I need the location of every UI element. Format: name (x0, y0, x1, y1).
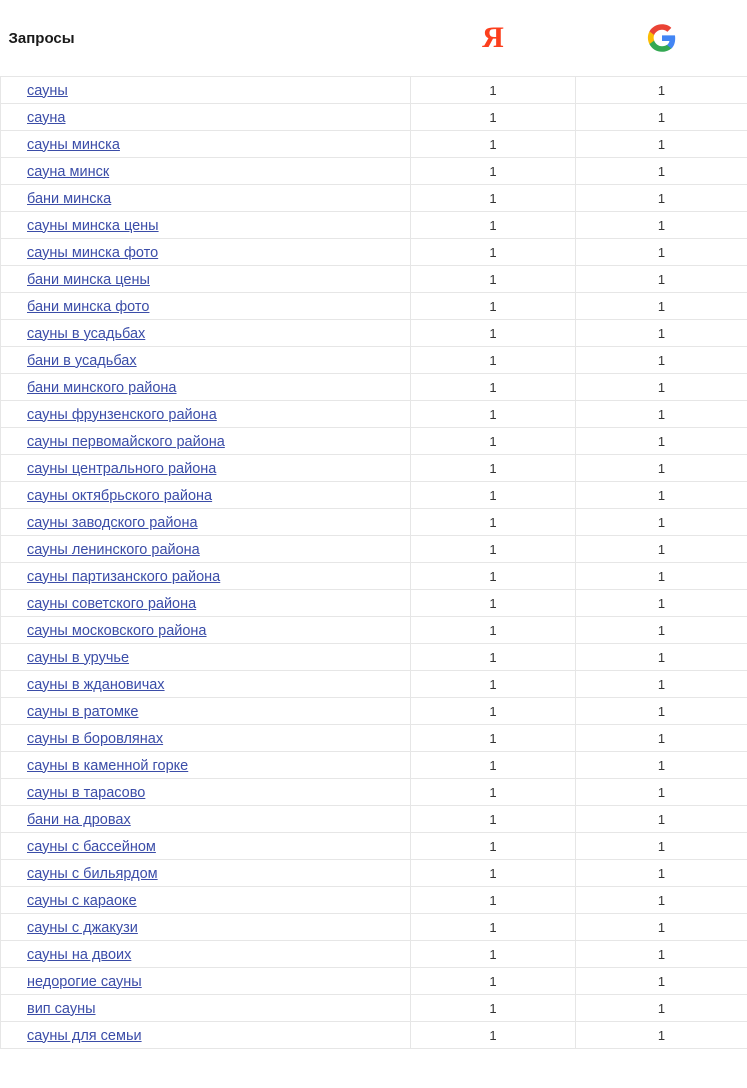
query-link[interactable]: сауны с бильярдом (27, 865, 158, 882)
google-position-cell: 1 (576, 77, 747, 104)
yandex-position-cell: 1 (411, 347, 576, 374)
query-link[interactable]: сауна минск (27, 163, 110, 180)
table-row (1, 833, 747, 860)
column-header-google (576, 0, 747, 77)
yandex-position-cell: 1 (411, 482, 576, 509)
table-body (1, 77, 747, 1049)
query-link[interactable]: бани на дровах (27, 811, 131, 828)
query-link[interactable]: сауны в уручье (27, 649, 130, 666)
table-row (1, 644, 747, 671)
query-link[interactable]: сауны в тарасово (27, 784, 146, 801)
query-link[interactable]: сауна (27, 109, 66, 126)
table-row (1, 266, 747, 293)
query-link[interactable]: бани минска фото (27, 298, 150, 315)
yandex-position-cell: 1 (411, 239, 576, 266)
google-position-cell: 1 (576, 509, 747, 536)
query-link[interactable]: сауны партизанского района (27, 568, 221, 585)
query-link[interactable]: бани в усадьбах (27, 352, 137, 369)
google-position-cell: 1 (576, 941, 747, 968)
query-cell (1, 806, 411, 833)
yandex-position-cell: 1 (411, 131, 576, 158)
yandex-position-cell: 1 (411, 644, 576, 671)
yandex-position-cell: 1 (411, 374, 576, 401)
yandex-position-cell: 1 (411, 968, 576, 995)
google-position-cell: 1 (576, 590, 747, 617)
google-position-cell: 1 (576, 185, 747, 212)
query-link[interactable]: сауны с караоке (27, 892, 137, 909)
query-cell (1, 509, 411, 536)
yandex-position-cell: 1 (411, 914, 576, 941)
query-cell (1, 374, 411, 401)
google-position-cell: 1 (576, 806, 747, 833)
query-cell (1, 941, 411, 968)
query-link[interactable]: сауны московского района (27, 622, 207, 639)
query-cell (1, 239, 411, 266)
yandex-position-cell: 1 (411, 266, 576, 293)
column-header-query: Запросы (1, 0, 411, 77)
google-position-cell: 1 (576, 212, 747, 239)
google-position-cell: 1 (576, 968, 747, 995)
query-link[interactable]: бани минского района (27, 379, 177, 396)
table-row (1, 779, 747, 806)
yandex-position-cell: 1 (411, 401, 576, 428)
google-position-cell: 1 (576, 266, 747, 293)
google-position-cell: 1 (576, 860, 747, 887)
query-link[interactable]: вип сауны (27, 1000, 96, 1017)
query-cell (1, 131, 411, 158)
query-link[interactable]: сауны на двоих (27, 946, 132, 963)
query-cell (1, 158, 411, 185)
yandex-position-cell: 1 (411, 320, 576, 347)
table-row (1, 536, 747, 563)
query-link[interactable]: недорогие сауны (27, 973, 142, 990)
yandex-position-cell: 1 (411, 752, 576, 779)
google-position-cell: 1 (576, 455, 747, 482)
table-row (1, 212, 747, 239)
google-position-cell: 1 (576, 887, 747, 914)
table-row (1, 752, 747, 779)
table-row (1, 914, 747, 941)
table-row (1, 968, 747, 995)
table-row (1, 887, 747, 914)
yandex-position-cell: 1 (411, 563, 576, 590)
query-cell (1, 536, 411, 563)
google-position-cell: 1 (576, 617, 747, 644)
query-cell (1, 968, 411, 995)
query-link[interactable]: сауны в ратомке (27, 703, 139, 720)
google-position-cell: 1 (576, 536, 747, 563)
table-row (1, 77, 747, 104)
yandex-position-cell: 1 (411, 887, 576, 914)
table-row (1, 374, 747, 401)
query-cell (1, 590, 411, 617)
google-position-cell: 1 (576, 374, 747, 401)
yandex-position-cell: 1 (411, 77, 576, 104)
google-position-cell: 1 (576, 779, 747, 806)
table-row (1, 104, 747, 131)
query-cell (1, 347, 411, 374)
table-row (1, 185, 747, 212)
query-link[interactable]: сауны с бассейном (27, 838, 156, 855)
yandex-position-cell: 1 (411, 428, 576, 455)
query-cell (1, 617, 411, 644)
table-row (1, 131, 747, 158)
query-link[interactable]: сауны минска фото (27, 244, 159, 261)
table-row (1, 401, 747, 428)
google-position-cell: 1 (576, 725, 747, 752)
query-link[interactable]: сауны в ждановичах (27, 676, 165, 693)
yandex-position-cell: 1 (411, 104, 576, 131)
google-position-cell: 1 (576, 644, 747, 671)
query-cell (1, 320, 411, 347)
table-row (1, 941, 747, 968)
google-position-cell: 1 (576, 401, 747, 428)
yandex-position-cell: 1 (411, 455, 576, 482)
table-row (1, 725, 747, 752)
google-position-cell: 1 (576, 428, 747, 455)
query-link[interactable]: сауны с джакузи (27, 919, 138, 936)
query-cell (1, 752, 411, 779)
table-row (1, 428, 747, 455)
query-cell (1, 914, 411, 941)
table-row (1, 563, 747, 590)
table-row (1, 590, 747, 617)
yandex-position-cell: 1 (411, 698, 576, 725)
query-link[interactable]: сауны ленинского района (27, 541, 200, 558)
query-link[interactable]: сауны заводского района (27, 514, 198, 531)
table-row (1, 698, 747, 725)
google-position-cell: 1 (576, 833, 747, 860)
table-row (1, 995, 747, 1022)
table-row (1, 158, 747, 185)
table-row (1, 239, 747, 266)
google-position-cell: 1 (576, 671, 747, 698)
table-row (1, 1022, 747, 1049)
query-link[interactable]: сауны советского района (27, 595, 197, 612)
query-cell (1, 833, 411, 860)
query-link[interactable]: сауны октябрьского района (27, 487, 213, 504)
google-position-cell: 1 (576, 158, 747, 185)
query-cell (1, 995, 411, 1022)
google-position-cell: 1 (576, 239, 747, 266)
table-row (1, 806, 747, 833)
table-row (1, 455, 747, 482)
yandex-position-cell: 1 (411, 509, 576, 536)
query-cell (1, 860, 411, 887)
yandex-position-cell: 1 (411, 725, 576, 752)
table-row (1, 617, 747, 644)
query-link[interactable]: сауны минска цены (27, 217, 159, 234)
google-position-cell: 1 (576, 1022, 747, 1049)
table-row (1, 509, 747, 536)
query-cell (1, 455, 411, 482)
header-row (1, 0, 747, 77)
query-link[interactable]: сауны минска (27, 136, 120, 153)
yandex-position-cell: 1 (411, 158, 576, 185)
yandex-position-cell: 1 (411, 941, 576, 968)
yandex-position-cell: 1 (411, 536, 576, 563)
yandex-position-cell: 1 (411, 1022, 576, 1049)
google-position-cell: 1 (576, 104, 747, 131)
yandex-position-cell: 1 (411, 860, 576, 887)
query-link[interactable]: сауны фрунзенского района (27, 406, 217, 423)
yandex-position-cell: 1 (411, 833, 576, 860)
yandex-position-cell: 1 (411, 293, 576, 320)
column-header-yandex (411, 0, 576, 77)
query-cell (1, 266, 411, 293)
yandex-position-cell: 1 (411, 806, 576, 833)
table-row (1, 320, 747, 347)
query-cell (1, 671, 411, 698)
query-link[interactable]: сауны для семьи (27, 1027, 142, 1044)
query-cell (1, 779, 411, 806)
yandex-position-cell: 1 (411, 590, 576, 617)
google-position-cell: 1 (576, 752, 747, 779)
yandex-position-cell: 1 (411, 671, 576, 698)
query-link[interactable]: сауны (27, 82, 68, 99)
query-link[interactable]: сауны центрального района (27, 460, 217, 477)
query-cell (1, 185, 411, 212)
query-cell (1, 563, 411, 590)
google-position-cell: 1 (576, 995, 747, 1022)
query-cell (1, 401, 411, 428)
query-cell (1, 725, 411, 752)
query-cell (1, 644, 411, 671)
query-cell (1, 698, 411, 725)
google-position-cell: 1 (576, 347, 747, 374)
query-cell (1, 428, 411, 455)
query-cell (1, 293, 411, 320)
query-link[interactable]: сауны в каменной горке (27, 757, 189, 774)
query-cell (1, 212, 411, 239)
yandex-position-cell: 1 (411, 995, 576, 1022)
table-row (1, 860, 747, 887)
query-cell (1, 77, 411, 104)
table-row (1, 671, 747, 698)
query-cell (1, 1022, 411, 1049)
query-link[interactable]: сауны первомайского района (27, 433, 225, 450)
query-cell (1, 887, 411, 914)
google-position-cell: 1 (576, 914, 747, 941)
google-position-cell: 1 (576, 293, 747, 320)
query-cell (1, 104, 411, 131)
yandex-position-cell: 1 (411, 779, 576, 806)
table-row (1, 482, 747, 509)
google-logo-icon (647, 23, 677, 53)
yandex-position-cell: 1 (411, 185, 576, 212)
google-position-cell: 1 (576, 698, 747, 725)
query-link[interactable]: бани минска (27, 190, 112, 207)
yandex-position-cell: 1 (411, 617, 576, 644)
table-header (1, 0, 747, 77)
yandex-logo-icon: Я (482, 21, 504, 54)
google-position-cell: 1 (576, 131, 747, 158)
table-row (1, 293, 747, 320)
google-position-cell: 1 (576, 320, 747, 347)
google-position-cell: 1 (576, 482, 747, 509)
query-link[interactable]: бани минска цены (27, 271, 150, 288)
google-position-cell: 1 (576, 563, 747, 590)
yandex-position-cell: 1 (411, 212, 576, 239)
table-row (1, 347, 747, 374)
query-link[interactable]: сауны в усадьбах (27, 325, 146, 342)
query-cell (1, 482, 411, 509)
query-link[interactable]: сауны в боровлянах (27, 730, 164, 747)
